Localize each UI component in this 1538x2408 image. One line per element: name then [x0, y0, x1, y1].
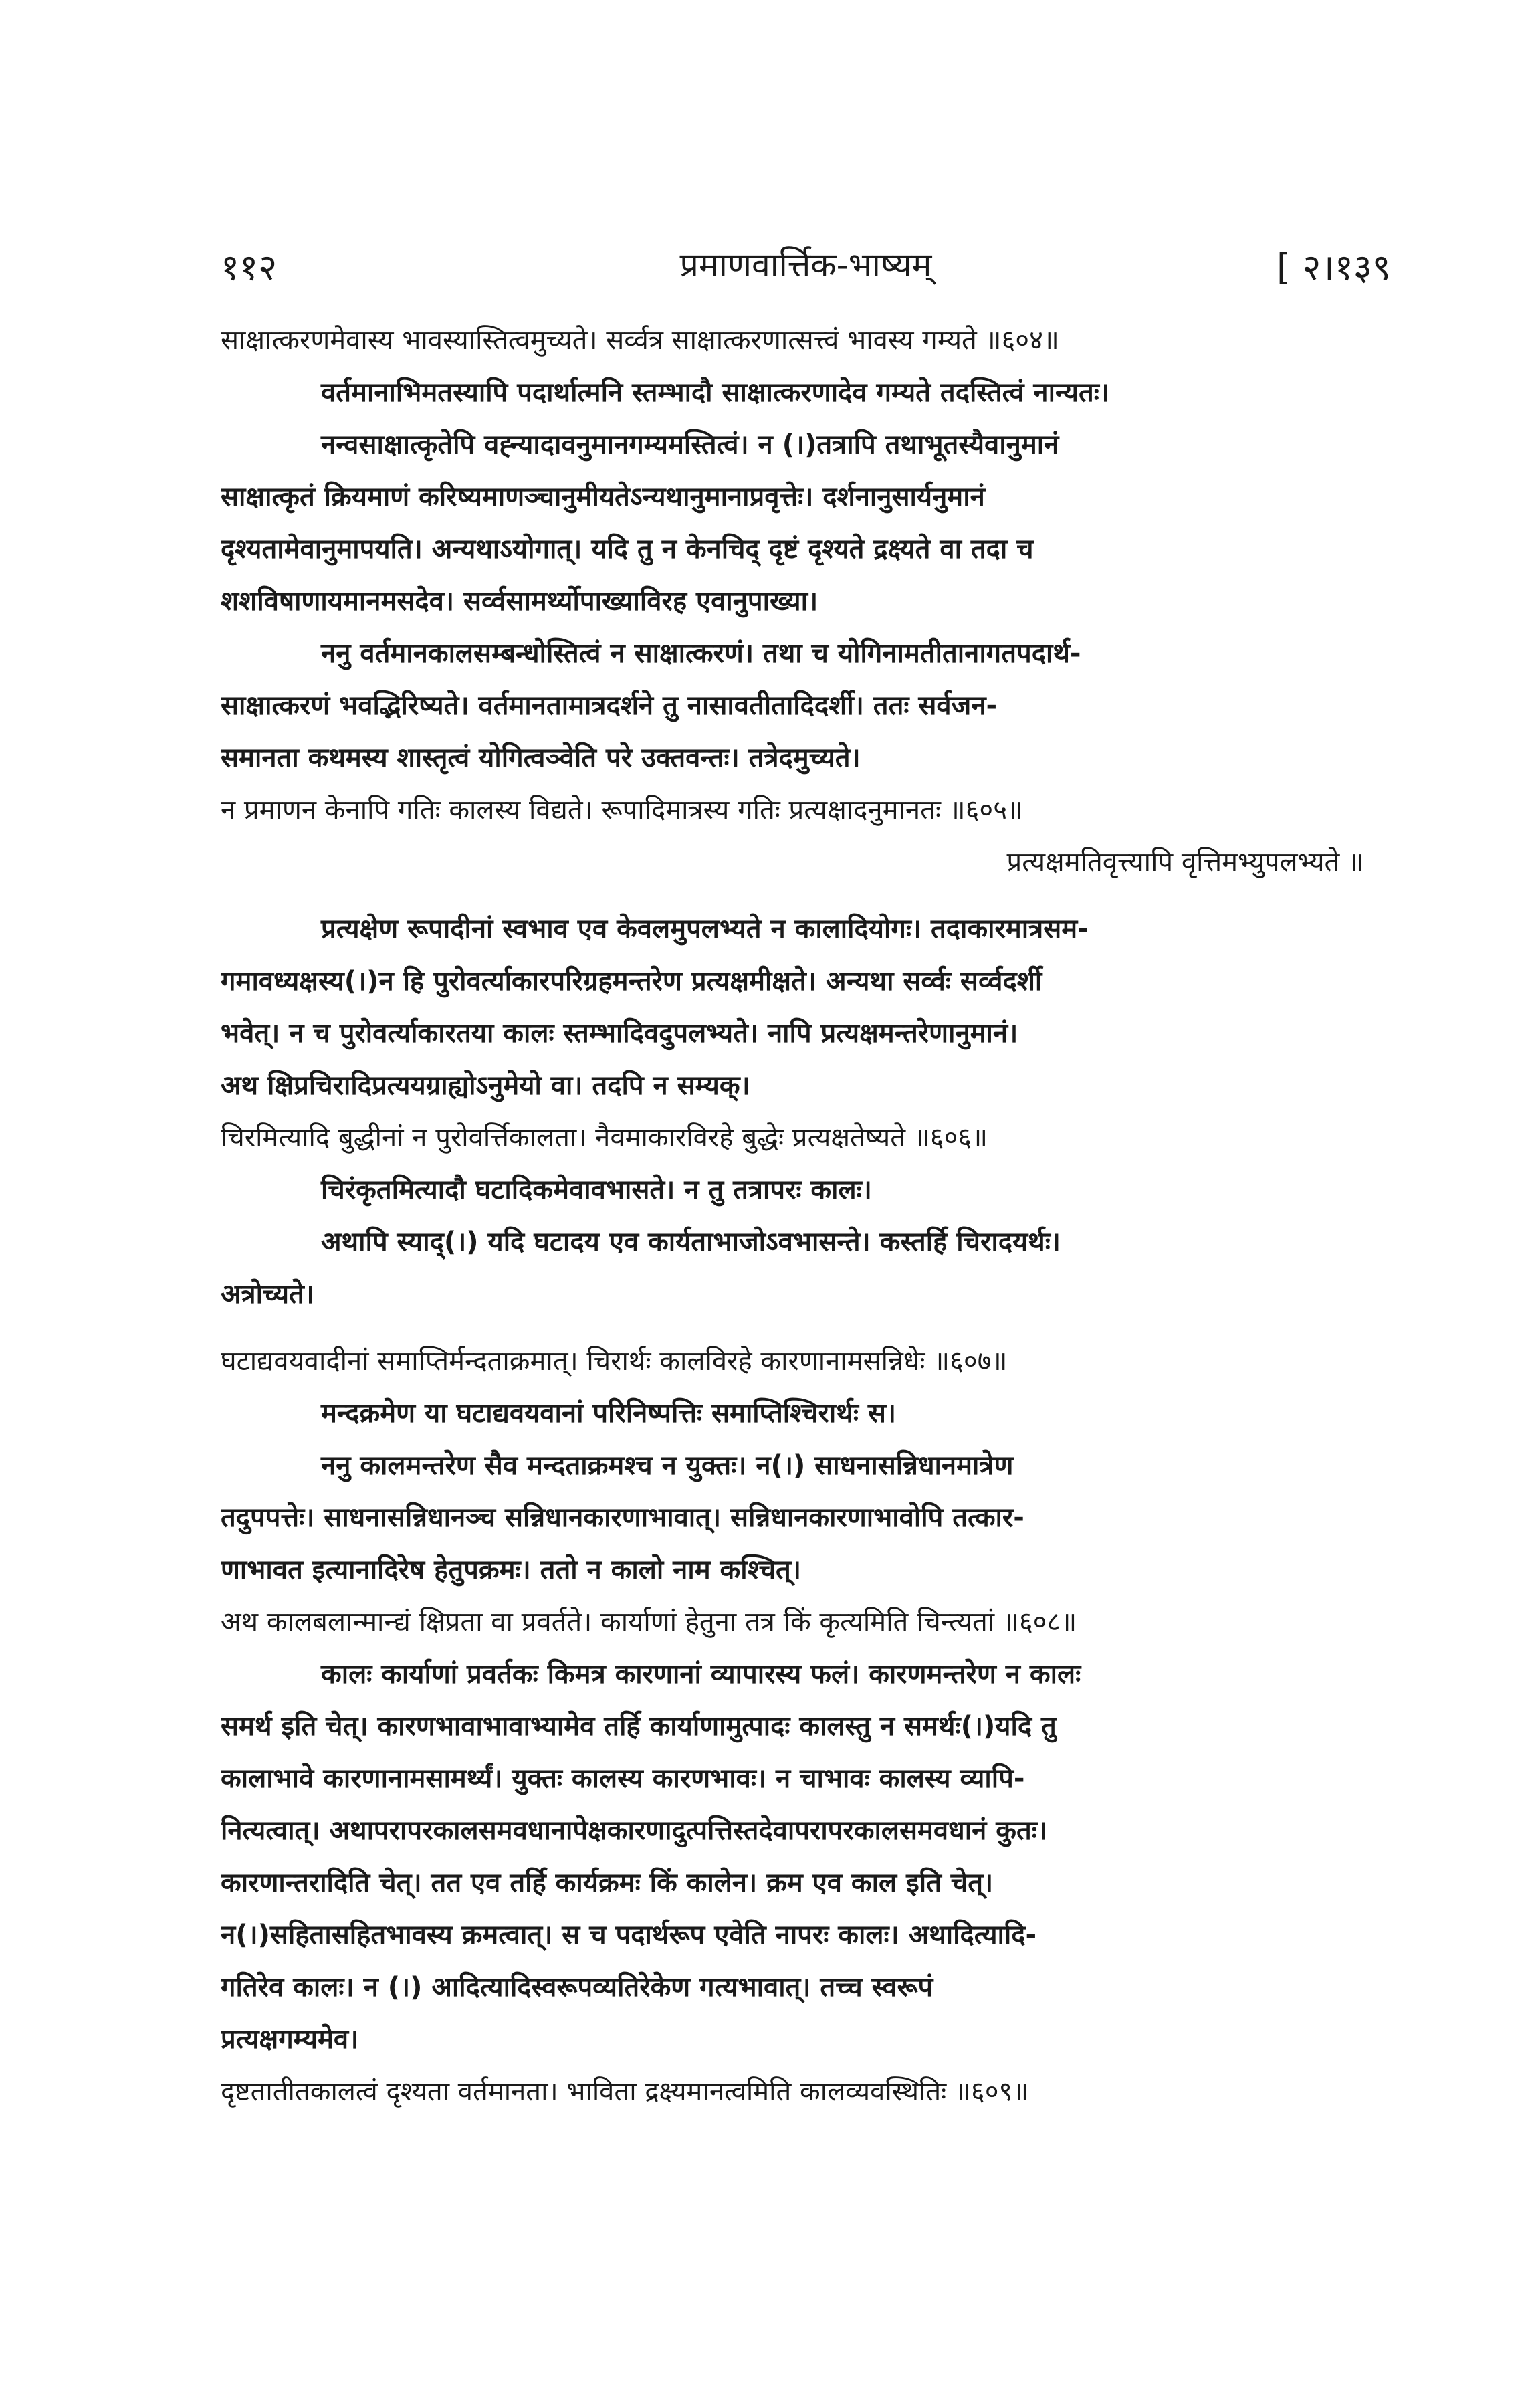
- verse-line: प्रत्यक्षमतिवृत्त्यापि वृत्तिमभ्युपलभ्यते ॥: [1006, 847, 1364, 878]
- commentary-line: प्रत्यक्षेण रूपादीनां स्वभाव एव केवलमुपलभ्यते न कालादियोगः। तदाकारमात्रसम-: [321, 914, 1089, 944]
- page-number: ११२: [221, 246, 278, 288]
- commentary-line: कारणान्तरादिति चेत्। तत एव तर्हि कार्यक्रमः किं कालेन। क्रम एव काल इति चेत्।: [221, 1868, 994, 1898]
- verse-line: अथ कालबलान्मान्द्यं क्षिप्रता वा प्रवर्तते। कार्याणां हेतुना तत्र किं कृत्यमिति चिन्त्यतां ॥६०८॥: [221, 1607, 1077, 1637]
- commentary-line: समानता कथमस्य शास्तृत्वं योगित्वञ्वेति परे उक्तवन्तः। तत्रेदमुच्यते।: [221, 742, 861, 773]
- commentary-line: गमावध्यक्षस्य(।)न हि पुरोवर्त्याकारपरिग्रहमन्तरेण प्रत्यक्षमीक्षते। अन्यथा सर्व्वः सर्व्वदर्शी: [221, 966, 1042, 997]
- commentary-line: गतिरेव कालः। न (।) आदित्यादिस्वरूपव्यतिरेकेण गत्यभावात्। तच्च स्वरूपं: [221, 1972, 933, 2003]
- commentary-line: वर्तमानाभिमतस्यापि पदार्थात्मनि स्तम्भादौ साक्षात्करणादेव गम्यते तदस्तित्वं नान्यतः।: [321, 377, 1110, 408]
- verse-line: चिरमित्यादि बुद्धीनां न पुरोवर्त्तिकालता। नैवमाकारविरहे बुद्धेः प्रत्यक्षतेष्यते ॥६०६॥: [221, 1122, 988, 1153]
- commentary-line: कालाभावे कारणानामसामर्थ्यं। युक्तः कालस्य कारणभावः। न चाभावः कालस्य व्यापि-: [221, 1763, 1025, 1794]
- commentary-line: तदुपपत्तेः। साधनासन्निधानञ्च सन्निधानकारणाभावात्। सन्निधानकारणाभावोपि तत्कार-: [221, 1502, 1024, 1533]
- commentary-line: नित्यत्वात्। अथापरापरकालसमवधानापेक्षकारणादुत्पत्तिस्तदेवापरापरकालसमवधानं कुतः।: [221, 1815, 1048, 1846]
- commentary-line: साक्षात्कृतं क्रियमाणं करिष्यमाणञ्चानुमीयतेऽन्यथानुमानाप्रवृत्तेः। दर्शनानुसार्यनुमानं: [221, 482, 985, 512]
- commentary-line: चिरंकृतमित्यादौ घटादिकमेवावभासते। न तु तत्रापरः कालः।: [321, 1175, 872, 1205]
- commentary-line: अथापि स्याद्(।) यदि घटादय एव कार्यताभाजोऽवभासन्ते। कस्तर्हि चिरादयर्थः।: [321, 1227, 1061, 1258]
- spacer: [221, 888, 1391, 903]
- commentary-line: मन्दक्रमेण या घटाद्यवयवानां परिनिष्पत्तिः समाप्तिश्चिरार्थः स।: [321, 1398, 897, 1429]
- commentary-line: अथ क्षिप्रचिरादिप्रत्ययग्राह्योऽनुमेयो वा। तदपि न सम्यक्।: [221, 1070, 750, 1101]
- commentary-line: न(।)सहितासहितभावस्य क्रमत्वात्। स च पदार्थरूप एवेति नापरः कालः। अथादित्यादि-: [221, 1920, 1037, 1950]
- commentary-line: कालः कार्याणां प्रवर्तकः किमत्र कारणानां व्यापारस्य फलं। कारणमन्तरेण न कालः: [321, 1659, 1081, 1690]
- commentary-line: शशविषाणायमानमसदेव। सर्व्वसामर्थ्योपाख्याविरह एवानुपाख्या।: [221, 586, 818, 617]
- spacer: [221, 1320, 1391, 1335]
- verse-line: न प्रमाणन केनापि गतिः कालस्य विद्यते। रूपादिमात्रस्य गतिः प्रत्यक्षादनुमानतः ॥६०५॥: [221, 795, 1023, 825]
- commentary-line: प्रत्यक्षगम्यमेव।: [221, 2024, 359, 2055]
- commentary-line: साक्षात्करणं भवद्भिरिष्यते। वर्तमानतामात्रदर्शने तु नासावतीतादिदर्शी। ततः सर्वजन-: [221, 690, 998, 721]
- section-reference: [ २।१३९: [1276, 246, 1391, 288]
- commentary-line: ननु कालमन्तरेण सैव मन्दताक्रमश्च न युक्तः। न(।) साधनासन्निधानमात्रेण: [321, 1450, 1014, 1481]
- commentary-line: समर्थ इति चेत्। कारणभावाभावाभ्यामेव तर्हि कार्याणामुत्पादः कालस्तु न समर्थः(।)यदि तु: [221, 1711, 1057, 1742]
- commentary-line: नन्वसाक्षात्कृतेपि वह्न्यादावनुमानगम्यमस्तित्वं। न (।)तत्रापि तथाभूतस्यैवानुमानं: [321, 429, 1059, 460]
- commentary-line: णाभावत इत्यानादिरेष हेतुपक्रमः। ततो न कालो नाम कश्चित्।: [221, 1554, 801, 1585]
- verse-line: दृष्टतातीतकालत्वं दृश्यता वर्तमानता। भाविता द्रक्ष्यमानत्वमिति कालव्यवस्थितिः ॥६०९॥: [221, 2076, 1029, 2107]
- verse-line: साक्षात्करणमेवास्य भावस्यास्तित्वमुच्यते। सर्व्वत्र साक्षात्करणात्सत्त्वं भावस्य गम्यते ॥६०४॥: [221, 325, 1059, 356]
- commentary-line: भवेत्। न च पुरोवर्त्याकारतया कालः स्तम्भादिवदुपलभ्यते। नापि प्रत्यक्षमन्तरेणानुमानं।: [221, 1018, 1018, 1049]
- commentary-line: दृश्यतामेवानुमापयति। अन्यथाऽयोगात्। यदि तु न केनचिद् दृष्टं दृश्यते द्रक्ष्यते वा तदा च: [221, 534, 1034, 565]
- commentary-line: अत्रोच्यते।: [221, 1279, 314, 1310]
- verse-line: घटाद्यवयवादीनां समाप्तिर्मन्दताक्रमात्। चिरार्थः कालविरहे कारणानामसन्निधेः ॥६०७॥: [221, 1346, 1008, 1377]
- page-body: [221, 314, 1391, 2118]
- page-header: [221, 241, 1391, 294]
- running-title: प्रमाणवार्त्तिक-भाष्यम्: [679, 245, 932, 284]
- commentary-line: ननु वर्तमानकालसम्बन्धोस्तित्वं न साक्षात्करणं। तथा च योगिनामतीतानागतपदार्थ-: [321, 638, 1081, 669]
